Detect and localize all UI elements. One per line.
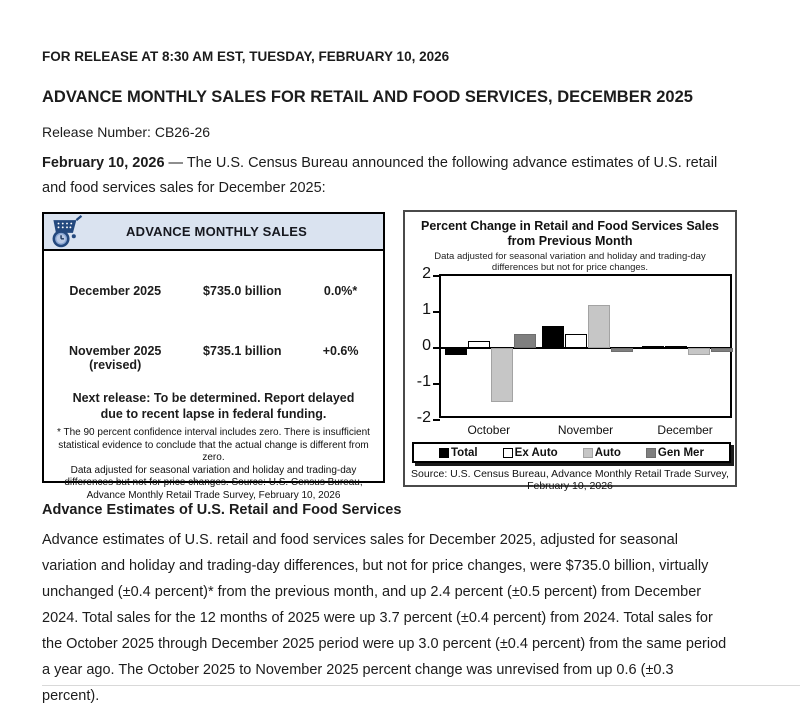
sales-row-december (44, 284, 383, 298)
release-timing-line: FOR RELEASE AT 8:30 AM EST, TUESDAY, FEBRUARY 10, 2026 (42, 49, 450, 64)
legend-marker (439, 448, 449, 458)
bar-november-ex-auto (565, 334, 587, 348)
bar-november-gen-mer (611, 348, 633, 352)
y-axis-tick (433, 347, 440, 349)
sales-value: $735.1 billion (203, 344, 282, 358)
y-axis-label: 1 (422, 301, 431, 318)
intro-text: — The U.S. Census Bureau announced the following advance estimates of U.S. retail and food services sales for December 2025: (42, 155, 718, 196)
sales-box-title: ADVANCE MONTHLY SALES (126, 224, 307, 239)
percent-change-chart-box (403, 210, 737, 492)
x-axis-label-november: November (557, 423, 614, 437)
bar-october-gen-mer (514, 334, 536, 348)
chart-plot (439, 274, 732, 418)
section-heading: Advance Estimates of U.S. Retail and Food Services (42, 502, 402, 518)
legend-marker (503, 448, 513, 458)
y-axis-label: 0 (422, 337, 431, 354)
bar-october-ex-auto (468, 341, 490, 348)
bar-december-ex-auto (665, 346, 687, 348)
confidence-footnote: * The 90 percent confidence interval includes zero. There is insufficient statistical evidence to conclude that the actual change is different from zero. (57, 427, 370, 464)
sales-box-header (44, 214, 383, 251)
intro-date: February 10, 2026 (42, 155, 165, 171)
cart-clock-icon (44, 215, 90, 249)
bar-december-total (642, 346, 664, 348)
release-number: Release Number: CB26-26 (42, 124, 211, 140)
bar-november-auto (588, 305, 610, 348)
y-axis-tick (433, 383, 440, 385)
x-axis-label-december: December (657, 423, 713, 437)
sales-value: $735.0 billion (203, 284, 282, 298)
legend-marker (646, 448, 656, 458)
bar-october-auto (491, 348, 513, 402)
chart-source: Source: U.S. Census Bureau, Advance Monthly Retail Trade Survey, February 10, 2026 (411, 468, 729, 492)
legend-label: Auto (594, 446, 621, 459)
chart-subtitle: Data adjusted for seasonal variation and holiday and trading-day differences but not for price changes. (434, 251, 706, 273)
sales-row-november (44, 344, 383, 372)
y-axis-tick (433, 419, 440, 421)
legend-item-gen-mer (646, 447, 704, 459)
legend-label: Total (451, 446, 478, 459)
bar-december-gen-mer (711, 348, 733, 352)
next-release-note: Next release: To be determined. Report delayed due to recent lapse in federal funding. (72, 391, 355, 421)
period-label: November 2025 (revised) (68, 344, 162, 372)
body-paragraph: Advance estimates of U.S. retail and food services sales for December 2025, adjusted for seasonal variation and holiday and trading-day differences, but not for price changes, were $735.0 billion, virtually unchanged (±0.4 percent)* from the previous month, and up 2.4 percent (±0.5 percent) from December 2024. Total sales for the 12 months of 2025 were up 3.7 percent (±0.4 percent) from 2024. Total sales for the October 2025 through December 2025 period were up 3.0 percent (±0.4 percent) from the same period a year ago. The October 2025 to November 2025 percent change was unrevised from up 0.6 (±0.3 percent). (42, 532, 727, 704)
adjustment-source-footnote: Data adjusted for seasonal variation and holiday and trading-day differences but not for price changes. Source: U.S. Census Bureau, Advance Monthly Retail Trade Survey, February 10, 2026 (64, 464, 363, 501)
percent-change: 0.0%* (323, 284, 358, 298)
y-axis-tick (433, 311, 440, 313)
sales-box-footnotes (49, 427, 378, 503)
y-axis-label: 2 (422, 265, 431, 282)
chart-title: Percent Change in Retail and Food Services Sales from Previous Month (420, 219, 720, 248)
percent-change: +0.6% (322, 344, 359, 358)
chart-legend (412, 442, 731, 463)
legend-item-total (439, 447, 478, 459)
bar-october-total (445, 348, 467, 355)
y-axis-tick (433, 275, 440, 277)
y-axis-label: -2 (416, 409, 431, 426)
legend-item-ex-auto (503, 447, 558, 459)
advance-monthly-sales-box (42, 212, 385, 501)
bar-december-auto (688, 348, 710, 355)
x-axis-label-october: October (467, 423, 511, 437)
legend-item-auto (583, 447, 621, 459)
legend-label: Gen Mer (657, 446, 704, 459)
period-sub-label: (revised) (89, 358, 142, 372)
page-title: ADVANCE MONTHLY SALES FOR RETAIL AND FOOD SERVICES, DECEMBER 2025 (42, 88, 693, 106)
bottom-divider (42, 685, 800, 686)
legend-marker (583, 448, 593, 458)
bar-november-total (542, 326, 564, 348)
legend-label: Ex Auto (514, 446, 558, 459)
intro-paragraph (42, 151, 718, 201)
period-label: December 2025 (69, 284, 162, 298)
y-axis-label: -1 (416, 373, 431, 390)
